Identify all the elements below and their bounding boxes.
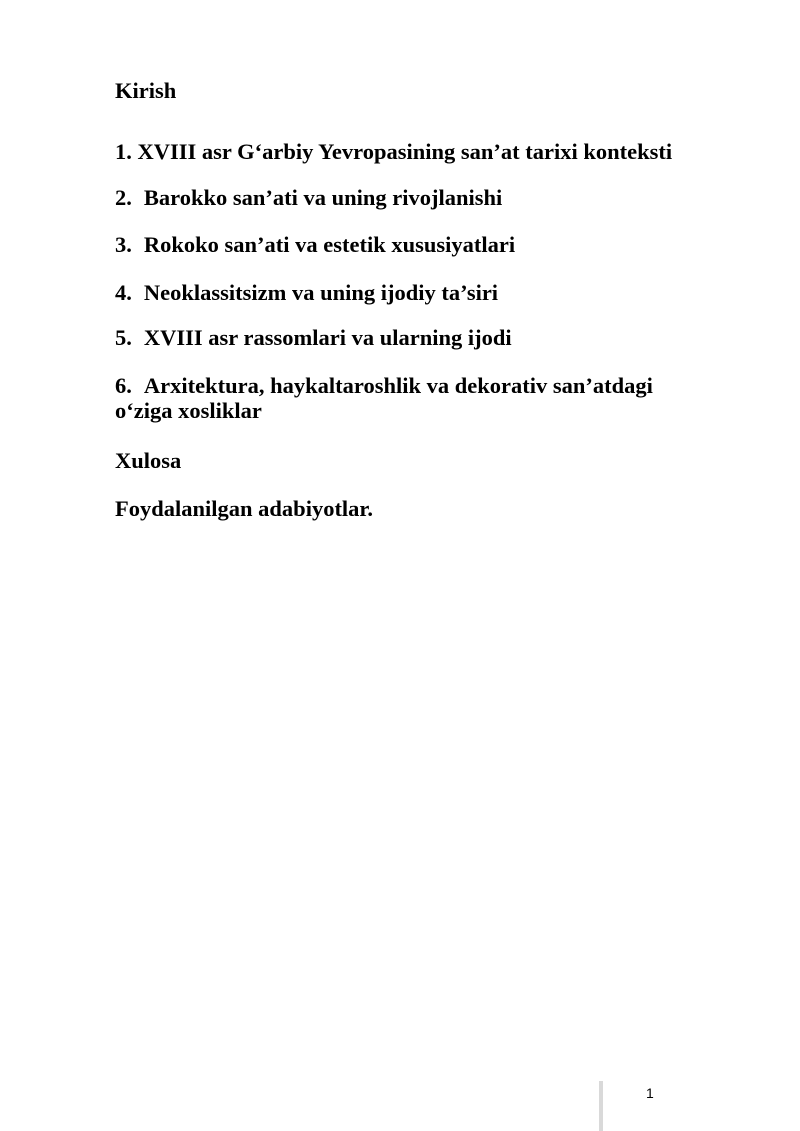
toc-entry-title: Barokko san’ati va uning rivojlanishi [143, 185, 503, 210]
toc-entry-title: XVIII asr G‘arbiy Yevropasining san’at tarixi konteksti [137, 139, 673, 164]
footer-divider [599, 1081, 603, 1131]
toc-entry-title: Arxitektura, haykaltaroshlik va dekorativ san’atdagi o‘ziga xosliklar [115, 373, 653, 423]
toc-entry-title: Neoklassitsizm va uning ijodiy ta’siri [143, 280, 499, 305]
toc-entry-number: 2. [115, 185, 132, 210]
toc-entry-1 [115, 139, 672, 164]
toc-entry-intro: Kirish [115, 78, 177, 103]
page-number: 1 [646, 1085, 654, 1101]
toc-entry-2 [115, 185, 502, 210]
toc-entry-number: 3. [115, 232, 132, 257]
toc-entry-title: XVIII asr rassomlari va ularning ijodi [143, 325, 512, 350]
toc-entry-4 [115, 280, 498, 305]
toc-entry-number: 6. [115, 373, 132, 398]
toc-entry-conclusion: Xulosa [115, 448, 182, 473]
toc-entry-references: Foydalanilgan adabiyotlar. [115, 496, 373, 521]
toc-entry-5 [115, 325, 512, 350]
toc-entry-number: 5. [115, 325, 132, 350]
toc-entry-title: Rokoko san’ati va estetik xususiyatlari [143, 232, 516, 257]
toc-entry-3 [115, 232, 515, 257]
toc-entry-number: 4. [115, 280, 132, 305]
toc-entry-6 [115, 373, 715, 423]
toc-entry-number: 1. [115, 139, 132, 164]
